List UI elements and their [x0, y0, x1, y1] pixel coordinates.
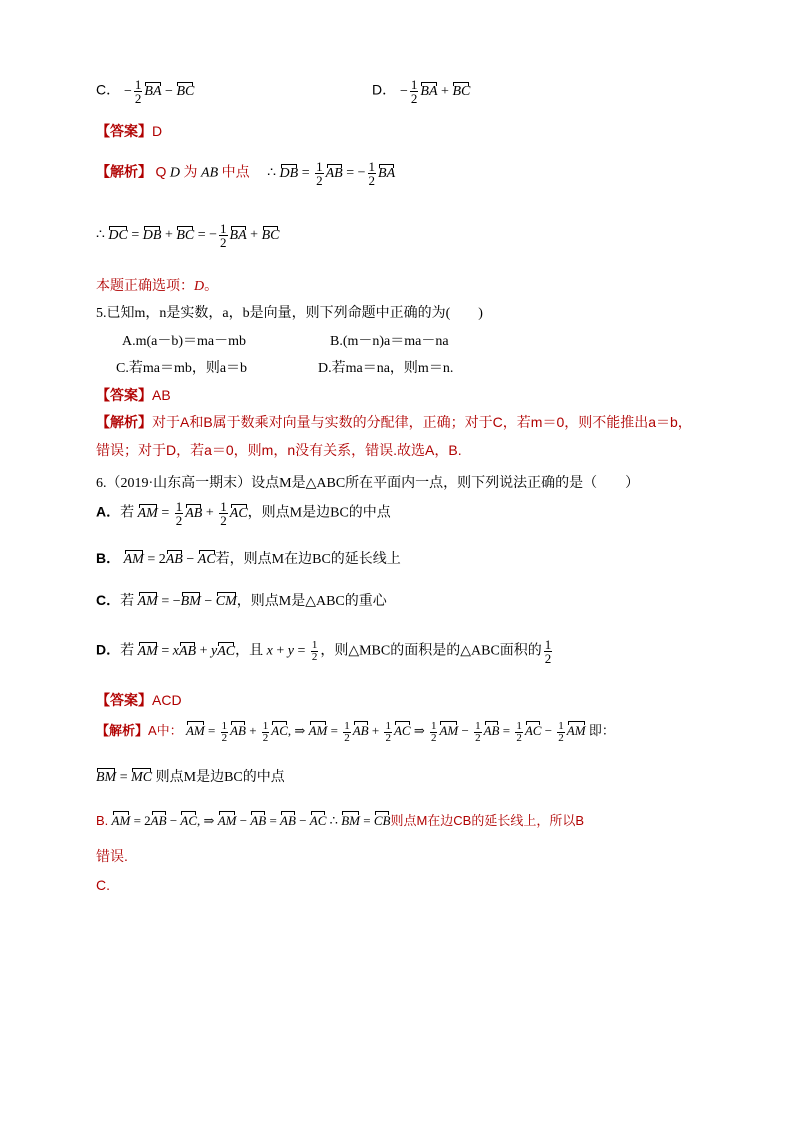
q4-analysis-because: Q — [155, 163, 167, 180]
q6-answer-value: ACD — [152, 692, 182, 708]
q4-conclusion-end: 。 — [204, 277, 219, 293]
q5-option-a: A.m(a－b)＝ma－mb — [122, 334, 247, 349]
q6-option-b-letter: B． — [96, 550, 121, 566]
q5-analysis-line1 — [96, 412, 692, 432]
q6-option-b: B． AM = 2AB − AC若，则点M在边BC的延长线上 — [96, 550, 401, 567]
q6-answer — [96, 690, 182, 710]
q5-option-c: C.若ma＝mb，则a＝b — [116, 361, 248, 376]
q4-analysis-midpoint: 中点 — [221, 163, 250, 180]
q6-analysis-b-prefix: B. — [96, 813, 109, 828]
q6-analysis-a-line2: BM = MC 则点M是边BC的中点 — [96, 770, 285, 785]
q6-analysis-b-line2: 错误. — [96, 848, 128, 864]
q6-option-a-pre: 若 — [120, 505, 135, 521]
q6-stem: 6.（2019·山东高一期末）设点M是△ABC所在平面内一点，则下列说法正确的是（ ） — [96, 476, 640, 491]
q6-option-c-pre: 若 — [120, 594, 135, 609]
q6-option-a: A．若 AM = $\frac{1}{2}$ AB + $\frac{1}{2}$ AC，则点M是边BC的中点 — [96, 499, 391, 528]
q6-analysis-b-line1: B. AM = 2AB − AC, ⇒ AM − AB = AB − AC ∴ BM = CB则点M在边CB的延长线上，所以B — [96, 813, 584, 828]
q4-option-d — [372, 78, 470, 105]
q6-option-d-letter: D． — [96, 641, 121, 658]
q5-answer-tag: 【答案】 — [96, 387, 152, 403]
q6-analysis-c-prefix: C. — [96, 877, 110, 893]
q5-analysis-line2: 错误；对于D，若a＝0，则m，n没有关系，错误.故选A，B. — [96, 442, 462, 458]
q6-option-d-pre: 若 — [120, 643, 135, 659]
q4-option-c — [96, 78, 194, 105]
q6-analysis-a-line1: 【解析】A中： AM = $\frac{1}{2}$ AB + $\frac{1}{2}$ AC, ⇒ AM = $\frac{1}{2}$ AB + $\frac{1}{2}$ AC ⇒ $\frac{1}{2}$ AM − $\frac{1}{2}$ AB = $\frac{1}{2}$ AC − $\frac{1}{2}$ AM 即： — [96, 719, 615, 744]
q6-option-c-post: ，则点M是△ABC的重心 — [236, 594, 387, 609]
q4-analysis-is: 为 — [183, 163, 198, 180]
q6-option-c: C．若 AM = −BM − CM，则点M是△ABC的重心 — [96, 592, 387, 609]
q5-option-b: B.(m－n)a＝ma－na — [330, 334, 449, 349]
q5-analysis-text1: 对于A和B属于数乘对向量与实数的分配律，正确；对于C，若m＝0，则不能推出a＝b， — [152, 414, 692, 430]
q6-analysis-b-end: 则点M在边CB的延长线上，所以B — [390, 813, 584, 828]
q6-option-a-post: ，则点M是边BC的中点 — [247, 505, 391, 521]
q6-analysis-tag: 【解析】 — [96, 723, 149, 738]
q6-analysis-a-end: 即： — [588, 723, 615, 738]
q4-option-d-letter: D． — [372, 81, 397, 98]
q4-therefore-2: ∴ — [96, 227, 105, 243]
q4-analysis-line2: ∴ DC = DB + BC = − $\frac{1}{2}$ BA + BC — [96, 221, 280, 250]
q4-answer — [96, 121, 162, 141]
q4-therefore-1: ∴ — [267, 165, 277, 181]
q6-analysis-a-prefix: A中： — [148, 723, 183, 738]
q6-analysis-a-conclusion: 则点M是边BC的中点 — [155, 770, 285, 785]
q6-option-b-post: 若，则点M在边BC的延长线上 — [215, 552, 401, 567]
q4-option-c-expr: − $\frac{1}{2}$ BA − BC — [124, 77, 195, 106]
q5-option-d: D.若ma＝na，则m＝n. — [318, 361, 454, 376]
q4-analysis-line1: 【解析】 Q D 为 AB 中点 ∴ DB = $\frac{1}{2}$ AB = − $\frac{1}{2}$ BA — [96, 159, 396, 188]
q5-answer — [96, 385, 171, 405]
q4-conclusion-text: 本题正确选项： — [96, 277, 194, 293]
q6-option-a-letter: A． — [96, 503, 121, 520]
q5-analysis-tag: 【解析】 — [96, 414, 152, 430]
q4-option-d-expr: − $\frac{1}{2}$ BA + BC — [400, 77, 471, 106]
q5-answer-value: AB — [152, 387, 171, 403]
q6-option-c-letter: C． — [96, 592, 121, 608]
q4-option-c-letter: C． — [96, 81, 121, 98]
q6-answer-tag: 【答案】 — [96, 692, 152, 708]
q6-option-d: D．若 AM = xAB + yAC，且 x + y = $\frac{1}{2}$ ，则△MBC的面积是的△ABC面积的 $\frac{1}{2}$ — [96, 637, 552, 666]
q6-option-d-post: ，则△MBC的面积是的△ABC面积的 — [320, 643, 542, 659]
q4-answer-tag: 【答案】 — [96, 123, 152, 139]
q4-answer-value: D — [152, 123, 163, 139]
q4-conclusion: 本题正确选项：D。 — [96, 277, 219, 294]
q6-option-d-mid: ，且 — [235, 643, 264, 659]
q4-analysis-tag: 【解析】 — [96, 163, 152, 180]
q5-stem: 5.已知m，n是实数，a，b是向量，则下列命题中正确的为( ) — [96, 306, 483, 321]
